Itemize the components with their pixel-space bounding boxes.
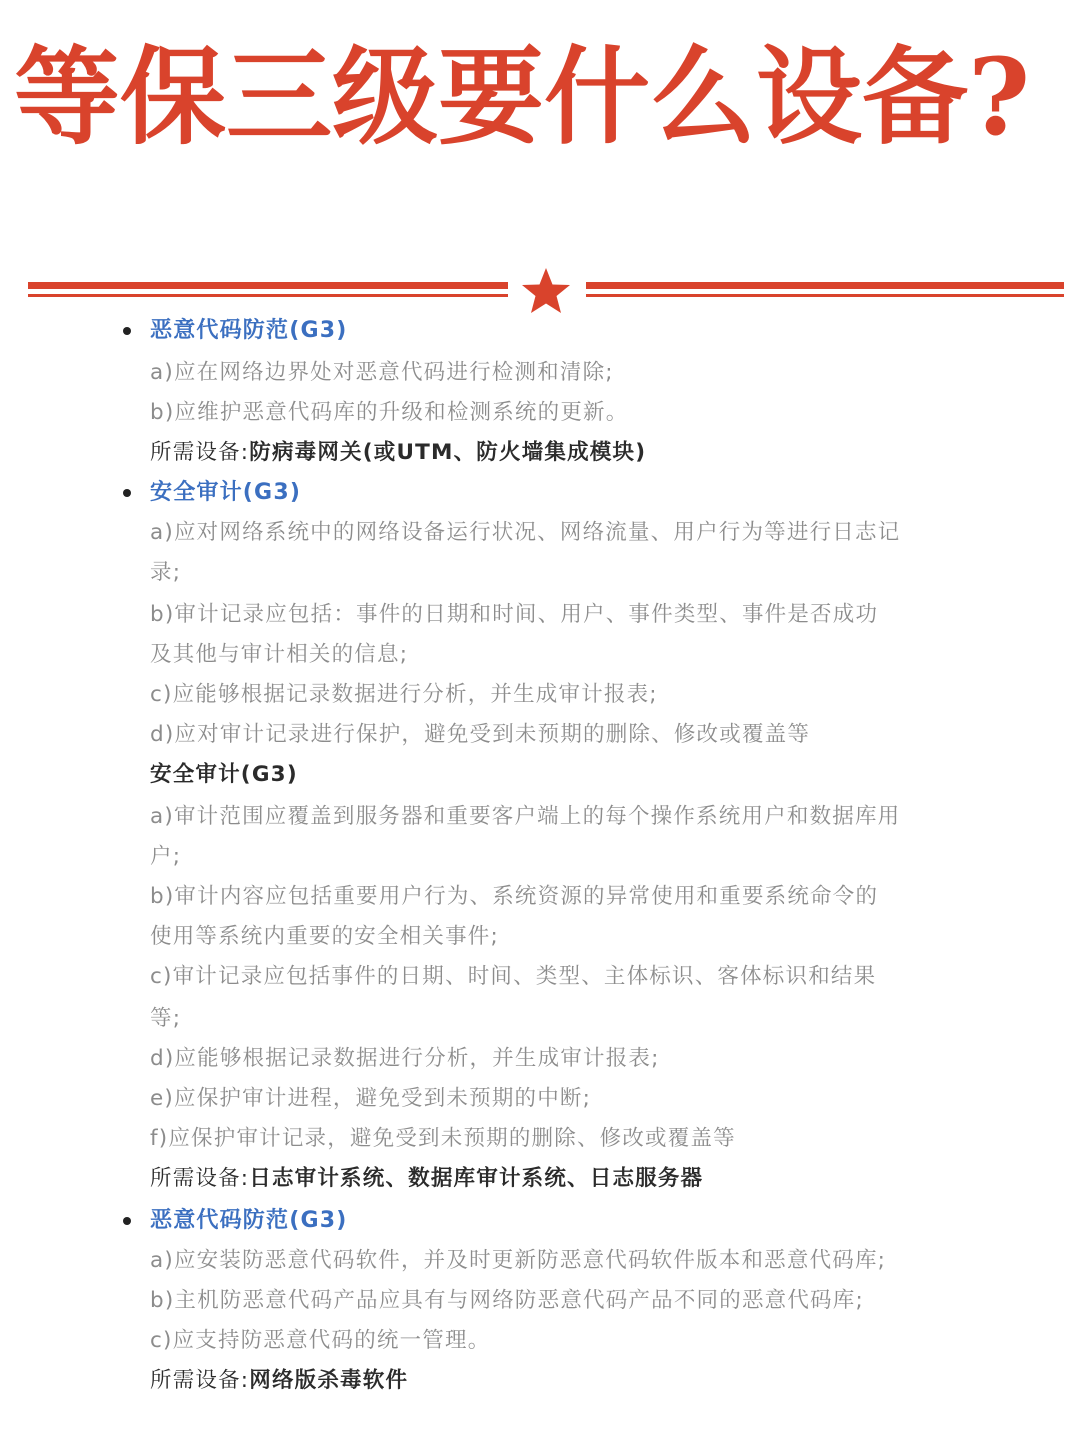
divider-line-left-bottom [28, 294, 508, 297]
section-line: a)应对网络系统中的网络设备运行状况、网络流量、用户行为等进行日志记 [150, 520, 901, 545]
section-line: a)应在网络边界处对恶意代码进行检测和清除; [150, 360, 614, 385]
required-value: 网络版杀毒软件 [249, 1368, 409, 1391]
section-line: c)应能够根据记录数据进行分析，并生成审计报表; [150, 682, 658, 707]
required-label: 所需设备: [150, 1166, 250, 1191]
section-line: b)审计内容应包括重要用户行为、系统资源的异常使用和重要系统命令的 [150, 884, 879, 909]
section-line: 及其他与审计相关的信息; [150, 642, 409, 667]
required-equipment [150, 433, 646, 473]
section-line: d)应对审计记录进行保护，避免受到未预期的删除、修改或覆盖等 [150, 722, 811, 747]
section-line: e)应保护审计进程，避免受到未预期的中断; [150, 1086, 592, 1111]
section-line: a)应安装防恶意代码软件，并及时更新防恶意代码软件版本和恶意代码库; [150, 1248, 887, 1273]
section-line: 使用等系统内重要的安全相关事件; [150, 924, 499, 949]
section-line: d)应能够根据记录数据进行分析，并生成审计报表; [150, 1046, 660, 1071]
required-label: 所需设备: [150, 1368, 250, 1391]
page-title: 等保三级要什么设备? [14, 34, 1031, 159]
divider-line-left-top [28, 282, 508, 289]
required-equipment [150, 1361, 408, 1391]
bullet-icon [123, 1217, 131, 1225]
section-line: b)应维护恶意代码库的升级和检测系统的更新。 [150, 400, 629, 425]
bullet-icon [123, 327, 131, 335]
bullet-icon [123, 489, 131, 497]
section-line: c)审计记录应包括事件的日期、时间、类型、主体标识、客体标识和结果 [150, 964, 877, 989]
section-line: c)应支持防恶意代码的统一管理。 [150, 1328, 491, 1353]
required-label: 所需设备: [150, 440, 250, 465]
section-heading: 安全审计(G3) [150, 480, 302, 505]
section-line: 等; [150, 1006, 182, 1031]
required-value: 防病毒网关(或UTM、防火墙集成模块) [249, 440, 647, 465]
section-line: b)主机防恶意代码产品应具有与网络防恶意代码产品不同的恶意代码库; [150, 1288, 864, 1313]
section-heading: 恶意代码防范(G3) [150, 318, 348, 343]
divider-line-right-bottom [586, 294, 1064, 297]
section-line: b)审计记录应包括：事件的日期和时间、用户、事件类型、事件是否成功 [150, 602, 879, 627]
required-value: 日志审计系统、数据库审计系统、日志服务器 [249, 1166, 704, 1191]
section-line: 录; [150, 560, 182, 585]
section-line: 户; [150, 844, 182, 869]
section-subheading: 安全审计(G3) [150, 762, 298, 787]
section-heading: 恶意代码防范(G3) [150, 1208, 348, 1233]
required-equipment [150, 1159, 703, 1199]
article-content [0, 311, 1080, 1391]
section-line: f)应保护审计记录，避免受到未预期的删除、修改或覆盖等 [150, 1126, 736, 1151]
star-icon [522, 268, 570, 313]
section-line: a)审计范围应覆盖到服务器和重要客户端上的每个操作系统用户和数据库用 [150, 804, 901, 829]
divider-line-right-top [586, 282, 1064, 289]
